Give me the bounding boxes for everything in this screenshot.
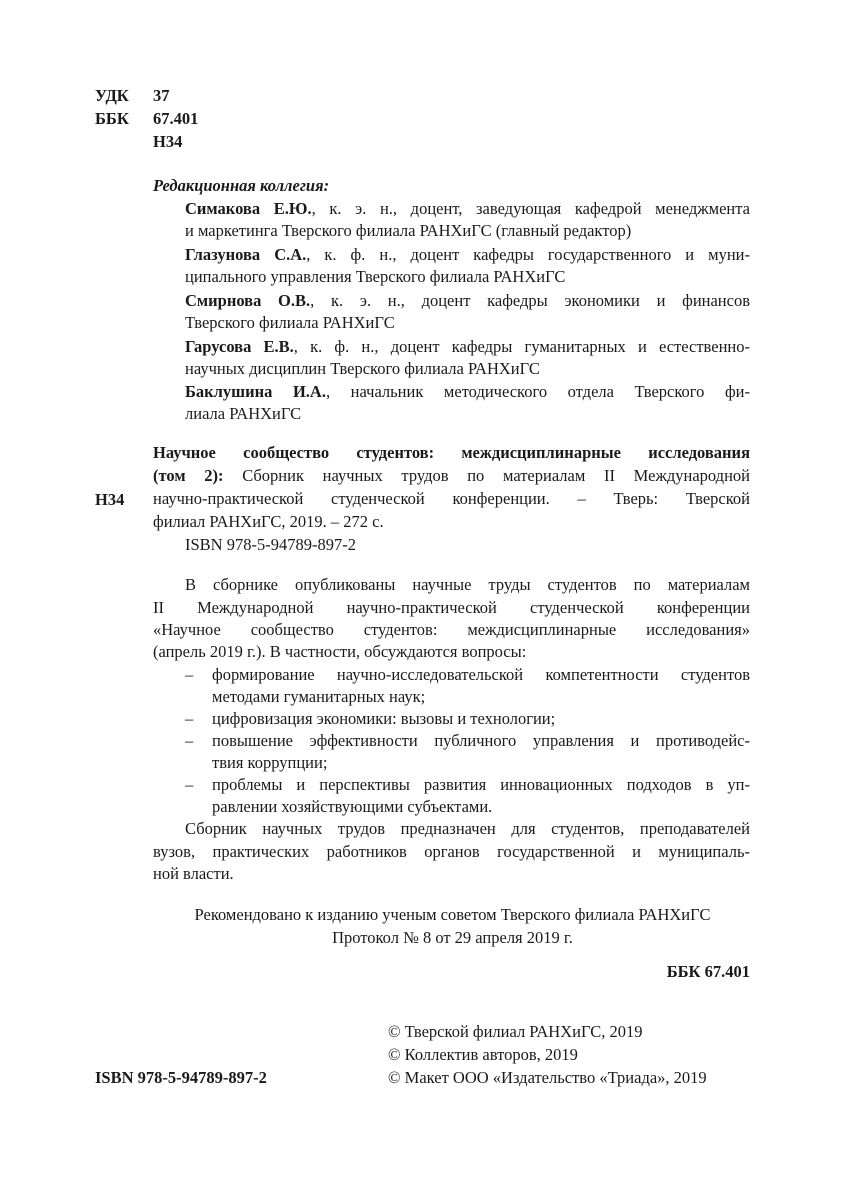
- closing-line: ной власти.: [153, 864, 234, 883]
- recommendation-line: Рекомендовано к изданию ученым советом Тверского филиала РАНХиГС: [194, 905, 711, 924]
- abstract-line: «Научное сообщество студентов: междисциплинарные исследования»: [153, 620, 750, 639]
- list-dash: –: [185, 731, 194, 750]
- member-desc-cont: научных дисциплин Тверского филиала РАНХиГС: [185, 359, 540, 378]
- closing-line: Сборник научных трудов предназначен для студентов, преподавателей: [185, 819, 750, 838]
- volume-label: (том 2):: [153, 466, 224, 485]
- bbk-label: ББК: [95, 109, 129, 128]
- member-desc-cont: лиала РАНХиГС: [185, 404, 302, 423]
- member-name: Смирнова О.В.: [185, 291, 311, 310]
- member-desc: , к. э. н., доцент кафедры экономики и финансов: [310, 291, 750, 310]
- list-item-text-cont: равлении хозяйствующими субъектами.: [212, 797, 493, 816]
- publication-info: филиал РАНХиГС, 2019. – 272 с.: [153, 512, 384, 531]
- member-name: Гарусова Е.В.: [185, 337, 294, 356]
- member-desc-cont: ципального управления Тверского филиала РАНХиГС: [185, 267, 566, 286]
- list-dash: –: [185, 775, 194, 794]
- list-item-text: цифровизация экономики: вызовы и технологии;: [212, 709, 556, 728]
- book-subtitle-cont: научно-практической студенческой конференции. – Тверь: Тверской: [153, 489, 750, 508]
- list-dash: –: [185, 665, 194, 684]
- bibliographic-side-sign: Н34: [95, 490, 125, 509]
- member-desc: , к. ф. н., доцент кафедры гуманитарных и естественно-: [293, 337, 750, 356]
- isbn: ISBN 978-5-94789-897-2: [185, 535, 356, 554]
- abstract-line: В сборнике опубликованы научные труды студентов по материалам: [185, 575, 750, 594]
- isbn-footer: ISBN 978-5-94789-897-2: [95, 1068, 267, 1087]
- list-item-text-cont: методами гуманитарных наук;: [212, 687, 426, 706]
- copyright-line: © Макет ООО «Издательство «Триада», 2019: [388, 1068, 707, 1087]
- editorial-heading: Редакционная коллегия:: [153, 176, 330, 195]
- author-sign: Н34: [153, 132, 183, 151]
- list-dash: –: [185, 709, 194, 728]
- udk-label: УДК: [95, 86, 129, 105]
- bbk-value: 67.401: [153, 109, 199, 128]
- bbk-footer: ББК 67.401: [666, 962, 750, 981]
- list-item-text: проблемы и перспективы развития инновационных подходов в уп-: [212, 775, 750, 794]
- member-desc: , к. ф. н., доцент кафедры государственного и муни-: [306, 245, 750, 264]
- abstract-line: (апрель 2019 г.). В частности, обсуждаются вопросы:: [153, 642, 527, 661]
- book-title: Научное сообщество студентов: междисциплинарные исследования: [153, 443, 750, 462]
- member-desc-cont: Тверского филиала РАНХиГС: [185, 313, 395, 332]
- list-item-text: формирование научно-исследовательской компетентности студентов: [212, 665, 750, 684]
- copyright-line: © Коллектив авторов, 2019: [388, 1045, 578, 1064]
- copyright-line: © Тверской филиал РАНХиГС, 2019: [388, 1022, 643, 1041]
- member-name: Баклушина И.А.: [185, 382, 326, 401]
- member-name: Симакова Е.Ю.: [185, 199, 312, 218]
- book-subtitle: Сборник научных трудов по материалам II Международной: [223, 466, 750, 485]
- udk-value: 37: [153, 86, 170, 105]
- list-item-text: повышение эффективности публичного управления и противодейс-: [212, 731, 750, 750]
- member-desc: , начальник методического отдела Тверского фи-: [325, 382, 751, 401]
- protocol-line: Протокол № 8 от 29 апреля 2019 г.: [332, 928, 573, 947]
- member-desc-cont: и маркетинга Тверского филиала РАНХиГС (главный редактор): [185, 221, 632, 240]
- abstract-line: II Международной научно-практической студенческой конференции: [153, 598, 750, 617]
- list-item-text-cont: твия коррупции;: [212, 753, 328, 772]
- member-desc: , к. э. н., доцент, заведующая кафедрой менеджмента: [311, 199, 750, 218]
- member-name: Глазунова С.А.: [185, 245, 307, 264]
- closing-line: вузов, практических работников органов государственной и муниципаль-: [153, 842, 750, 861]
